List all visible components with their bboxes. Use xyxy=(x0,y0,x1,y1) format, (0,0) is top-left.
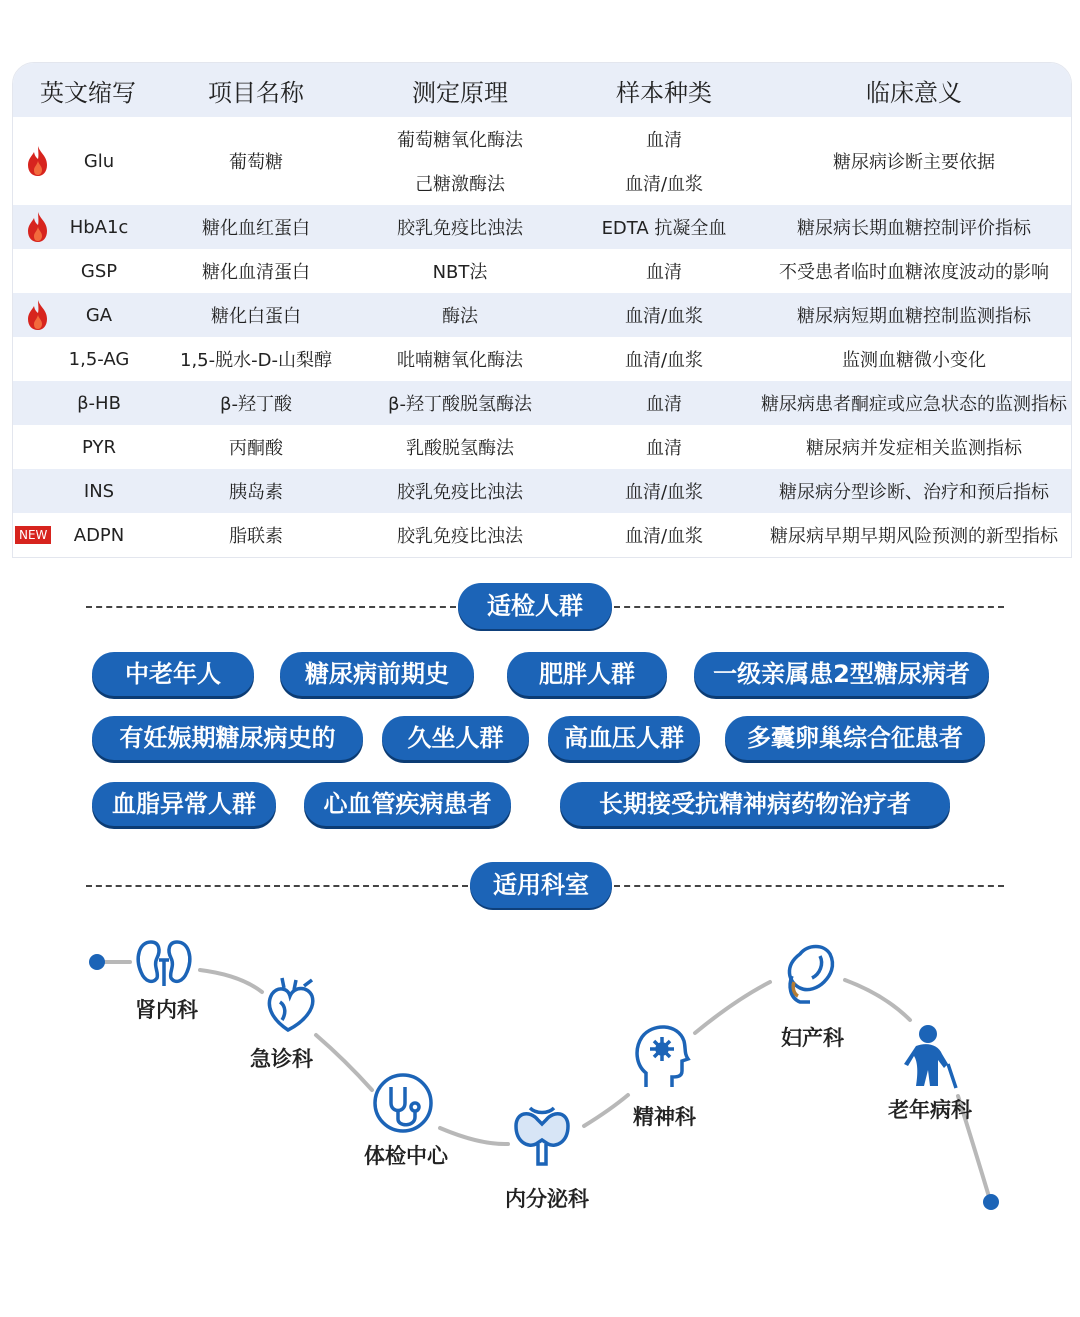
cell-abbr xyxy=(13,437,163,458)
thyroid-icon xyxy=(516,1108,568,1164)
heart-icon xyxy=(269,978,312,1030)
header-abbr: 英文缩写 xyxy=(40,78,136,107)
brain-head-icon xyxy=(637,1027,688,1087)
hot-flame-icon xyxy=(25,145,51,177)
test-items-table xyxy=(12,62,1072,558)
cell-abbr xyxy=(13,481,163,502)
hot-flame-icon xyxy=(25,211,51,243)
cell-sample: EDTA 抗凝全血 xyxy=(601,218,727,239)
crowd-tag: 长期接受抗精神病药物治疗者 xyxy=(560,782,950,826)
cell-abbr xyxy=(13,349,163,370)
path-end-dot xyxy=(983,1194,999,1210)
path-segment xyxy=(316,1035,372,1090)
cell-meaning: 糖尿病患者酮症或应急状态的监测指标 xyxy=(761,394,1067,415)
abbr-text: HbA1c xyxy=(69,216,129,238)
cell-sample-line: 血清 xyxy=(646,130,682,151)
cell-meaning: 糖尿病早期早期风险预测的新型指标 xyxy=(770,526,1058,547)
path-segment xyxy=(845,980,910,1020)
crowd-tag: 高血压人群 xyxy=(548,716,700,760)
divider-left xyxy=(86,606,456,608)
cell-abbr xyxy=(13,393,163,414)
cell-sample: 血清 xyxy=(646,394,682,415)
crowd-tag: 心血管疾病患者 xyxy=(304,782,511,826)
cell-name: 1,5-脱水-D-山梨醇 xyxy=(180,350,332,371)
cell-meaning: 糖尿病分型诊断、治疗和预后指标 xyxy=(779,482,1049,503)
hot-flame-icon xyxy=(25,299,51,331)
department-label: 急诊科 xyxy=(250,1047,313,1071)
path-segment xyxy=(584,1095,628,1126)
abbr-text: GSP xyxy=(80,260,118,282)
department-label: 肾内科 xyxy=(135,998,198,1022)
header-sample: 样本种类 xyxy=(616,78,712,107)
cell-name: 糖化白蛋白 xyxy=(211,306,301,327)
table-row xyxy=(13,205,1071,249)
cell-principle: 胶乳免疫比浊法 xyxy=(397,482,523,503)
cell-meaning: 糖尿病短期血糖控制监测指标 xyxy=(797,306,1031,327)
table-row xyxy=(13,513,1071,557)
table-row xyxy=(13,425,1071,469)
cell-principle-line: 葡萄糖氧化酶法 xyxy=(397,130,523,151)
table-body xyxy=(13,117,1071,557)
abbr-text: INS xyxy=(83,480,115,502)
table-row xyxy=(13,381,1071,425)
pregnancy-icon xyxy=(789,947,832,1003)
cell-abbr xyxy=(13,525,163,546)
cell-principle: 胶乳免疫比浊法 xyxy=(397,526,523,547)
table-row xyxy=(13,469,1071,513)
table-row xyxy=(13,337,1071,381)
cell-name: 丙酮酸 xyxy=(229,438,283,459)
table-header xyxy=(13,63,1071,117)
cell-principle: 吡喃糖氧化酶法 xyxy=(397,350,523,371)
cell-abbr xyxy=(13,261,163,282)
path-start-dot xyxy=(89,954,105,970)
cell-sample: 血清/血浆 xyxy=(624,306,704,327)
cell-meaning: 监测血糖微小变化 xyxy=(842,350,986,371)
department-title: 适用科室 xyxy=(470,862,612,908)
department-section-header xyxy=(86,862,1004,910)
table-row xyxy=(13,249,1071,293)
crowd-tag: 糖尿病前期史 xyxy=(280,652,474,696)
cell-meaning: 糖尿病长期血糖控制评价指标 xyxy=(797,218,1031,239)
cell-principle xyxy=(349,126,571,196)
table-row xyxy=(13,293,1071,337)
table-row xyxy=(13,117,1071,205)
abbr-text: β-HB xyxy=(77,392,121,414)
abbr-text: Glu xyxy=(83,150,115,172)
cell-meaning: 糖尿病诊断主要依据 xyxy=(833,152,995,173)
crowd-tag: 血脂异常人群 xyxy=(92,782,276,826)
header-principle: 测定原理 xyxy=(412,78,508,107)
abbr-text: PYR xyxy=(82,436,116,458)
cell-principle: 酶法 xyxy=(442,306,478,327)
divider-right xyxy=(614,606,1004,608)
department-label: 老年病科 xyxy=(888,1098,972,1122)
crowd-tag: 一级亲属患2型糖尿病者 xyxy=(694,652,989,696)
stethoscope-icon xyxy=(375,1075,431,1131)
crowd-tag: 久坐人群 xyxy=(382,716,529,760)
cell-sample: 血清/血浆 xyxy=(624,482,704,503)
divider-right xyxy=(614,885,1004,887)
cell-sample: 血清/血浆 xyxy=(624,350,704,371)
department-label: 精神科 xyxy=(633,1105,696,1129)
cell-sample xyxy=(571,126,757,196)
cell-principle: NBT法 xyxy=(432,262,488,283)
cell-principle: 胶乳免疫比浊法 xyxy=(397,218,523,239)
cell-meaning: 糖尿病并发症相关监测指标 xyxy=(806,438,1022,459)
abbr-text: ADPN xyxy=(73,524,125,546)
cell-name: 糖化血红蛋白 xyxy=(202,218,310,239)
new-badge: NEW xyxy=(15,526,51,544)
divider-left xyxy=(86,885,468,887)
path-segment xyxy=(200,970,262,992)
path-segment xyxy=(440,1128,508,1144)
crowd-tag: 中老年人 xyxy=(92,652,254,696)
cell-abbr xyxy=(13,305,163,326)
crowd-section-header xyxy=(86,583,1004,631)
cell-abbr xyxy=(13,151,163,172)
crowd-tag: 肥胖人群 xyxy=(507,652,667,696)
cell-principle-line: 己糖激酶法 xyxy=(415,174,505,195)
crowd-tag: 有妊娠期糖尿病史的 xyxy=(92,716,363,760)
cell-name: 脂联素 xyxy=(229,526,283,547)
cell-principle: 乳酸脱氢酶法 xyxy=(406,438,514,459)
cell-name: β-羟丁酸 xyxy=(220,394,292,415)
department-label: 体检中心 xyxy=(364,1144,448,1168)
cell-sample-line: 血清/血浆 xyxy=(624,174,704,195)
cell-name: 葡萄糖 xyxy=(229,152,283,173)
kidney-icon xyxy=(138,942,190,986)
department-label: 妇产科 xyxy=(781,1026,844,1050)
abbr-text: GA xyxy=(85,304,113,326)
path-segment xyxy=(695,982,770,1033)
cell-principle: β-羟丁酸脱氢酶法 xyxy=(388,394,532,415)
crowd-title: 适检人群 xyxy=(458,583,612,629)
cell-meaning: 不受患者临时血糖浓度波动的影响 xyxy=(779,262,1049,283)
cell-name: 糖化血清蛋白 xyxy=(202,262,310,283)
cell-sample: 血清/血浆 xyxy=(624,526,704,547)
cell-name: 胰岛素 xyxy=(229,482,283,503)
abbr-text: 1,5-AG xyxy=(68,348,130,370)
elderly-icon xyxy=(904,1025,956,1088)
crowd-tag: 多囊卵巢综合征患者 xyxy=(725,716,985,760)
cell-sample: 血清 xyxy=(646,438,682,459)
cell-abbr xyxy=(13,217,163,238)
header-meaning: 临床意义 xyxy=(866,78,962,107)
header-name: 项目名称 xyxy=(208,78,304,107)
department-label: 内分泌科 xyxy=(505,1187,589,1211)
cell-sample: 血清 xyxy=(646,262,682,283)
